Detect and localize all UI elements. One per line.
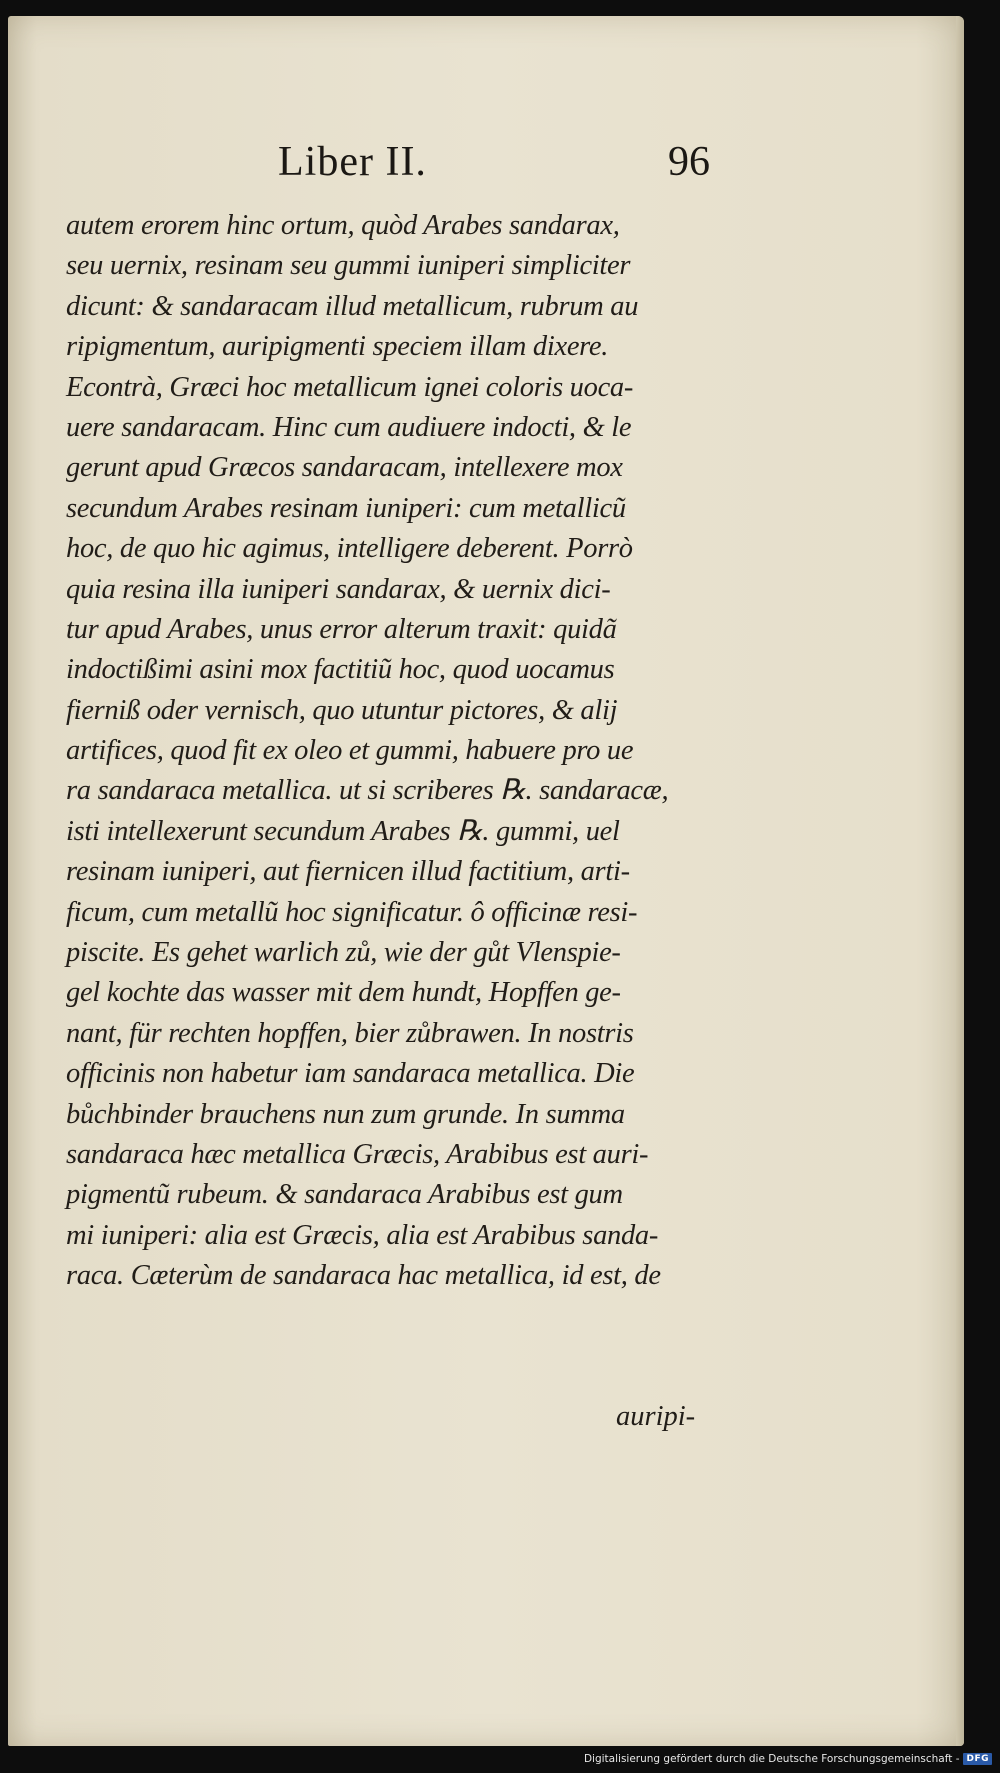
text-line: isti intellexerunt secundum Arabes ℞. gummi, uel	[66, 815, 620, 847]
text-line: ripigmentum, auripigmenti speciem illam dixere.	[66, 331, 609, 363]
text-line: ra sandaraca metallica. ut si scriberes ℞. sandaracæ,	[66, 775, 669, 807]
text-line: hoc, de quo hic agimus, intelligere deberent. Porrò	[66, 533, 633, 565]
text-line: raca. Cæterùm de sandaraca hac metallica, id est, de	[66, 1260, 661, 1292]
dfg-logo-icon: DFG	[963, 1753, 992, 1765]
text-line: secundum Arabes resinam iuniperi: cum metallicũ	[66, 492, 626, 524]
text-line: ficum, cum metallũ hoc significatur. ô officinæ resi-	[66, 896, 638, 928]
text-line: bůchbinder brauchens nun zum grunde. In summa	[66, 1098, 625, 1130]
body-text	[66, 206, 726, 1297]
text-line: pigmentũ rubeum. & sandaraca Arabibus est gum	[66, 1179, 623, 1211]
text-line: uere sandaracam. Hinc cum audiuere indocti, & le	[66, 411, 632, 443]
running-head: Liber II.	[278, 139, 427, 185]
page-edge	[956, 16, 964, 1746]
text-line: dicunt: & sandaracam illud metallicum, rubrum au	[66, 290, 639, 322]
text-line: officinis non habetur iam sandaraca metallica. Die	[66, 1058, 635, 1090]
text-line: Econtrà, Græci hoc metallicum ignei coloris uoca-	[66, 371, 634, 403]
text-line: autem erorem hinc ortum, quòd Arabes sandarax,	[66, 210, 620, 241]
digitization-footer	[584, 1751, 992, 1767]
book-page	[8, 16, 964, 1746]
page-number: 96	[668, 139, 710, 185]
text-line: seu uernix, resinam seu gummi iuniperi simpliciter	[66, 250, 631, 282]
text-line: resinam iuniperi, aut fiernicen illud factitium, arti-	[66, 856, 630, 888]
catchword: auripi-	[616, 1401, 696, 1432]
text-line: gerunt apud Græcos sandaracam, intellexere mox	[66, 452, 623, 484]
text-line: sandaraca hæc metallica Græcis, Arabibus est auri-	[66, 1138, 649, 1170]
page-header	[8, 138, 964, 198]
funding-credit: Digitalisierung gefördert durch die Deutsche Forschungsgemeinschaft -	[583, 1753, 960, 1765]
text-line: tur apud Arabes, unus error alterum traxit: quidã	[66, 613, 617, 645]
text-line: fierniß oder vernisch, quo utuntur pictores, & alij	[66, 694, 618, 726]
text-line: gel kochte das wasser mit dem hundt, Hopffen ge-	[66, 977, 621, 1009]
text-line: indoctißimi asini mox factitiũ hoc, quod uocamus	[66, 654, 615, 686]
text-line: piscite. Es gehet warlich zů, wie der gůt Vlenspie-	[66, 937, 621, 969]
text-line: quia resina illa iuniperi sandarax, & uernix dici-	[66, 573, 611, 605]
text-line: artifices, quod fit ex oleo et gummi, habuere pro ue	[66, 735, 634, 767]
text-line: nant, für rechten hopffen, bier zůbrawen. In nostris	[66, 1017, 634, 1049]
text-line: mi iuniperi: alia est Græcis, alia est Arabibus sanda-	[66, 1219, 659, 1251]
